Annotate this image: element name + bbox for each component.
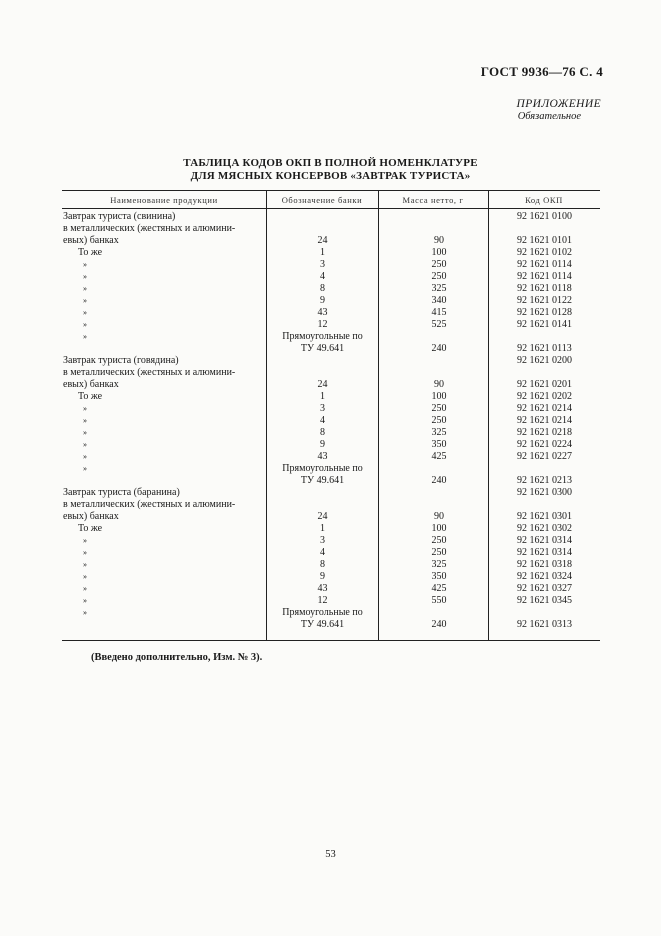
cell-net-mass: 525 [431, 319, 447, 330]
cell-can-designation: 1 [320, 391, 325, 402]
document-header: ГОСТ 9936—76 С. 4 [480, 64, 603, 79]
cell-product-name: » [83, 560, 87, 569]
table-row [0, 583, 661, 595]
cell-net-mass: 100 [431, 247, 447, 258]
cell-net-mass: 90 [434, 511, 444, 522]
table-row [0, 595, 661, 607]
cell-okp-code: 92 1621 0114 [517, 259, 572, 270]
cell-okp-code: 92 1621 0141 [517, 319, 572, 330]
cell-product-name: » [83, 284, 87, 293]
cell-can-designation: 12 [317, 595, 328, 606]
cell-okp-code: 92 1621 0201 [517, 379, 572, 390]
cell-net-mass: 100 [431, 391, 447, 402]
cell-can-designation: 4 [320, 547, 325, 558]
cell-okp-code: 92 1621 0218 [517, 427, 572, 438]
table-row [0, 307, 661, 319]
table-body [0, 211, 661, 631]
cell-okp-code: 92 1621 0227 [517, 451, 572, 462]
cell-net-mass: 325 [431, 283, 447, 294]
cell-can-designation: 4 [320, 415, 325, 426]
cell-okp-code: 92 1621 0345 [517, 595, 572, 606]
appendix-status: Обязательное [517, 111, 581, 122]
cell-can-designation: 43 [317, 307, 328, 318]
cell-okp-code: 92 1621 0213 [517, 475, 572, 486]
table-row [0, 319, 661, 331]
cell-net-mass: 250 [431, 271, 447, 282]
cell-can-designation: 3 [320, 403, 325, 414]
table-row [0, 391, 661, 403]
table-row [0, 271, 661, 283]
table-row [0, 283, 661, 295]
column-header-mass: Масса нетто, г [402, 195, 464, 205]
cell-okp-code: 92 1621 0100 [517, 211, 572, 222]
cell-can-designation: 3 [320, 259, 325, 270]
cell-product-name: Завтрак туриста (баранина) [63, 487, 180, 498]
cell-net-mass: 350 [431, 439, 447, 450]
cell-can-designation: ТУ 49.641 [300, 343, 345, 354]
table-row [0, 451, 661, 463]
table-row [0, 535, 661, 547]
table-row [0, 523, 661, 535]
cell-can-designation: 9 [320, 439, 325, 450]
cell-okp-code: 92 1621 0214 [517, 415, 572, 426]
cell-product-name: Завтрак туриста (свинина) [63, 211, 176, 222]
cell-net-mass: 425 [431, 451, 447, 462]
cell-can-designation: Прямоугольные по [282, 463, 363, 474]
cell-can-designation: 24 [317, 379, 328, 390]
cell-product-name: Завтрак туриста (говядина) [63, 355, 179, 366]
cell-product-name: в металлических (жестяных и алюмини- [63, 499, 236, 510]
table-row [0, 331, 661, 343]
cell-okp-code: 92 1621 0113 [517, 343, 572, 354]
cell-can-designation: 43 [317, 583, 328, 594]
cell-okp-code: 92 1621 0318 [517, 559, 572, 570]
cell-product-name: » [83, 452, 87, 461]
table-row [0, 559, 661, 571]
cell-okp-code: 92 1621 0128 [517, 307, 572, 318]
table-header-rule [62, 208, 600, 209]
column-header-can: Обозначение банки [281, 195, 363, 205]
appendix-label: ПРИЛОЖЕНИЕ [516, 98, 601, 110]
cell-product-name: » [83, 584, 87, 593]
cell-product-name: » [83, 596, 87, 605]
table-row [0, 511, 661, 523]
cell-net-mass: 325 [431, 427, 447, 438]
cell-can-designation: 8 [320, 283, 325, 294]
cell-product-name: » [83, 404, 87, 413]
cell-okp-code: 92 1621 0214 [517, 403, 572, 414]
table-row [0, 247, 661, 259]
cell-product-name: » [83, 260, 87, 269]
table-row [0, 499, 661, 511]
cell-can-designation: 8 [320, 559, 325, 570]
cell-okp-code: 92 1621 0302 [517, 523, 572, 534]
table-row [0, 571, 661, 583]
cell-product-name: евых) банках [63, 511, 119, 522]
cell-net-mass: 340 [431, 295, 447, 306]
table-row [0, 487, 661, 499]
table-bottom-rule [62, 640, 600, 641]
cell-net-mass: 90 [434, 379, 444, 390]
table-row [0, 259, 661, 271]
cell-can-designation: 1 [320, 247, 325, 258]
cell-product-name: в металлических (жестяных и алюмини- [63, 223, 236, 234]
table-row [0, 355, 661, 367]
cell-net-mass: 240 [431, 619, 447, 630]
cell-product-name: в металлических (жестяных и алюмини- [63, 367, 236, 378]
cell-okp-code: 92 1621 0101 [517, 235, 572, 246]
cell-product-name: » [83, 428, 87, 437]
table-row [0, 295, 661, 307]
table-row [0, 607, 661, 619]
cell-net-mass: 250 [431, 259, 447, 270]
cell-product-name: То же [78, 247, 103, 258]
cell-product-name: » [83, 548, 87, 557]
cell-can-designation: 43 [317, 451, 328, 462]
cell-product-name: » [83, 464, 87, 473]
cell-net-mass: 415 [431, 307, 447, 318]
table-row [0, 619, 661, 631]
cell-okp-code: 92 1621 0224 [517, 439, 572, 450]
cell-net-mass: 250 [431, 403, 447, 414]
cell-okp-code: 92 1621 0122 [517, 295, 572, 306]
cell-product-name: То же [78, 523, 103, 534]
table-row [0, 379, 661, 391]
table-row [0, 235, 661, 247]
cell-product-name: евых) банках [63, 379, 119, 390]
cell-net-mass: 240 [431, 343, 447, 354]
table-row [0, 403, 661, 415]
table-row [0, 547, 661, 559]
cell-okp-code: 92 1621 0200 [517, 355, 572, 366]
cell-okp-code: 92 1621 0327 [517, 583, 572, 594]
cell-can-designation: 1 [320, 523, 325, 534]
cell-can-designation: 24 [317, 235, 328, 246]
cell-net-mass: 250 [431, 547, 447, 558]
column-header-code: Код ОКП [525, 195, 563, 205]
cell-okp-code: 92 1621 0202 [517, 391, 572, 402]
cell-net-mass: 325 [431, 559, 447, 570]
cell-product-name: » [83, 440, 87, 449]
cell-product-name: » [83, 332, 87, 341]
cell-okp-code: 92 1621 0300 [517, 487, 572, 498]
table-row [0, 343, 661, 355]
cell-product-name: » [83, 272, 87, 281]
table-row [0, 463, 661, 475]
cell-okp-code: 92 1621 0313 [517, 619, 572, 630]
cell-okp-code: 92 1621 0118 [517, 283, 572, 294]
cell-product-name: » [83, 536, 87, 545]
cell-can-designation: 9 [320, 295, 325, 306]
cell-okp-code: 92 1621 0324 [517, 571, 572, 582]
table-row [0, 367, 661, 379]
cell-okp-code: 92 1621 0301 [517, 511, 572, 522]
cell-product-name: евых) банках [63, 235, 119, 246]
table-row [0, 439, 661, 451]
cell-net-mass: 240 [431, 475, 447, 486]
cell-net-mass: 425 [431, 583, 447, 594]
cell-product-name: » [83, 320, 87, 329]
cell-product-name: » [83, 608, 87, 617]
cell-can-designation: Прямоугольные по [282, 331, 363, 342]
cell-net-mass: 100 [431, 523, 447, 534]
cell-can-designation: 4 [320, 271, 325, 282]
cell-can-designation: 3 [320, 535, 325, 546]
table-row [0, 211, 661, 223]
cell-okp-code: 92 1621 0102 [517, 247, 572, 258]
cell-net-mass: 90 [434, 235, 444, 246]
cell-product-name: » [83, 296, 87, 305]
cell-can-designation: 24 [317, 511, 328, 522]
cell-net-mass: 250 [431, 535, 447, 546]
cell-can-designation: 8 [320, 427, 325, 438]
cell-can-designation: 9 [320, 571, 325, 582]
table-row [0, 223, 661, 235]
cell-can-designation: 12 [317, 319, 328, 330]
table-title-line-2: ДЛЯ МЯСНЫХ КОНСЕРВОВ «ЗАВТРАК ТУРИСТА» [190, 170, 471, 182]
column-header-name: Наименование продукции [110, 195, 218, 205]
table-row [0, 475, 661, 487]
table-row [0, 415, 661, 427]
cell-okp-code: 92 1621 0314 [517, 547, 572, 558]
cell-product-name: » [83, 572, 87, 581]
cell-product-name: » [83, 416, 87, 425]
cell-can-designation: ТУ 49.641 [300, 475, 345, 486]
cell-can-designation: ТУ 49.641 [300, 619, 345, 630]
cell-net-mass: 550 [431, 595, 447, 606]
cell-net-mass: 350 [431, 571, 447, 582]
cell-product-name: » [83, 308, 87, 317]
cell-okp-code: 92 1621 0114 [517, 271, 572, 282]
table-row [0, 427, 661, 439]
cell-net-mass: 250 [431, 415, 447, 426]
cell-okp-code: 92 1621 0314 [517, 535, 572, 546]
table-top-rule [62, 190, 600, 191]
page-number: 53 [325, 849, 336, 860]
table-title-line-1: ТАБЛИЦА КОДОВ ОКП В ПОЛНОЙ НОМЕНКЛАТУРЕ [183, 157, 478, 169]
cell-can-designation: Прямоугольные по [282, 607, 363, 618]
cell-product-name: То же [78, 391, 103, 402]
amendment-note: (Введено дополнительно, Изм. № 3). [91, 652, 263, 663]
